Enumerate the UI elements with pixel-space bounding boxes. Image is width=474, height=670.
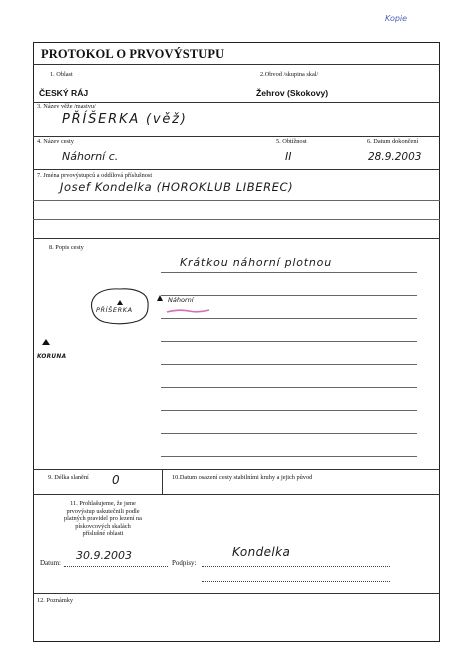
description-line	[161, 318, 417, 319]
row11-divider	[33, 593, 440, 594]
tower-label: 3. Název věže /masivu/	[37, 103, 96, 110]
description-line	[161, 295, 417, 296]
declaration-line: platných pravidel pro lezení na	[64, 515, 142, 523]
row9-separator	[162, 469, 163, 494]
title-divider	[33, 64, 440, 65]
route-highlight	[165, 306, 213, 316]
oblast-label: 1. Oblast	[50, 71, 73, 78]
obvod-label: 2.Obvod /skupina skal/	[260, 71, 319, 78]
description-label: 8. Popis cesty	[49, 244, 84, 251]
completion-date-value[interactable]: 28.9.2003	[368, 151, 422, 163]
row4-divider	[33, 169, 440, 170]
notes-label: 12. Poznámky	[37, 597, 74, 604]
difficulty-value[interactable]: II	[285, 150, 292, 163]
description-line	[161, 410, 417, 411]
row7-line	[33, 219, 440, 220]
signature-line	[202, 566, 390, 567]
description-line	[161, 387, 417, 388]
sketch-route-label: Náhorní	[168, 296, 194, 304]
form-title: PROTOKOL O PRVOVÝSTUPU	[41, 47, 225, 61]
tower-value[interactable]: PŘÍŠERKA (věž)	[62, 112, 188, 127]
description-line	[161, 272, 417, 273]
row8-divider	[33, 469, 440, 470]
declaration-line: 11. Prohlašujeme, že jsme	[70, 500, 136, 507]
sign-date-value[interactable]: 30.9.2003	[76, 549, 132, 562]
difficulty-label: 5. Obtížnost	[276, 138, 307, 145]
rappel-length-label: 9. Délka slanění	[48, 474, 89, 481]
sketch-neighbor-label: KORUNA	[37, 354, 67, 360]
route-marker-icon	[155, 293, 165, 303]
declaration-text	[38, 500, 168, 538]
row9-divider	[33, 494, 440, 495]
sign-date-line	[64, 566, 168, 567]
description-value[interactable]: Krátkou náhorní plotnou	[180, 256, 332, 269]
sign-date-label: Datum:	[40, 559, 61, 567]
oblast-value[interactable]: ČESKÝ RÁJ	[39, 88, 89, 98]
climbers-label: 7. Jména prvovýstupců a oddílová příslušnost	[37, 172, 153, 179]
obvod-value[interactable]: Žehrov (Skokovy)	[256, 88, 329, 98]
description-line	[161, 364, 417, 365]
climbers-value[interactable]: Josef Kondelka (HOROKLUB LIBEREC)	[60, 180, 294, 194]
route-label: 4. Název cesty	[37, 138, 74, 145]
signatures-label: Podpisy:	[172, 559, 197, 567]
bolt-date-label: 10.Datum osazení cesty stabilními kruhy a jejich původ	[172, 474, 313, 481]
row7-line	[33, 200, 440, 201]
signature-line	[202, 581, 390, 582]
rappel-length-value[interactable]: 0	[112, 473, 120, 487]
description-line	[161, 433, 417, 434]
declaration-line: prvovýstup uskutečnili podle	[66, 507, 140, 515]
sketch-tower-label: PŘÍŠERKA	[96, 306, 133, 314]
declaration-line: pískovcových skalách	[75, 522, 131, 530]
corner-note: Kopie	[385, 14, 408, 23]
row7-divider	[33, 238, 440, 239]
completion-date-label: 6. Datum dokončení	[367, 138, 419, 145]
route-value[interactable]: Náhorní c.	[62, 150, 119, 163]
neighbor-tower-icon	[40, 337, 52, 347]
description-line	[161, 456, 417, 457]
description-line	[161, 341, 417, 342]
signature-value[interactable]: Kondelka	[232, 545, 291, 559]
row3-divider	[33, 136, 440, 137]
declaration-line: příslušné oblasti	[82, 530, 124, 538]
